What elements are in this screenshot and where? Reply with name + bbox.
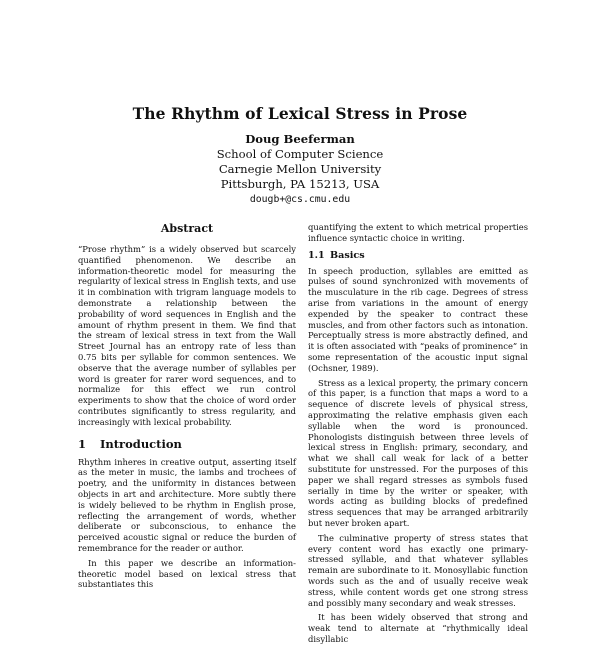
section-heading-introduction [78,437,296,451]
basics-paragraph-2: Stress as a lexical property, the primary concern of this paper, is a function that maps a word to a sequence of discrete levels of physical stress, approximating the relative emphasis given each syllable when the word is pronounced. Phonologists distinguish between three levels of lexical stress in English: primary, secondary, and what we shall call weak for lack of a better substitute for unstressed. For the purposes of this paper we shall regard stresses as symbols fused serially in time by the writer or speaker, with words acting as building blocks of predefined stress sequences that may be arranged arbitrarily but never broken apart. [308,377,528,528]
author-address: Pittsburgh, PA 15213, USA [220,177,380,191]
abstract-heading: Abstract [160,222,214,235]
right-column [308,222,528,649]
section-number: 1 [78,436,87,451]
author-affiliation-university: Carnegie Mellon University [218,162,382,176]
intro-paragraph-2: In this paper we describe an information-theoretic model based on lexical stress that substantiates this [78,557,296,590]
subsection-heading-basics [308,250,528,261]
intro-continuation: quantifying the extent to which metrical properties influence syntactic choice in writing. [308,222,528,243]
abstract-text: “Prose rhythm” is a widely observed but scarcely quantified phenomenon. We describe an information-theoretic model for measuring the regularity of lexical stress in English texts, and use it in combination with trigram language models to demonstrate a relationship between the probability of word sequences in English and the amount of rhythm present in them. We find that the stream of lexical stress in text from the Wall Street Journal has an entropy rate of less than 0.75 bits per syllable for common sentences. We observe that the average number of syllables per word is greater for rarer word sequences, and to normalize for this effect we run control experiments to show that the choice of word order contributes significantly to stress regularity, and increasingly with lexical probability. [78,244,296,427]
author-block [0,132,600,207]
author-affiliation-school: School of Computer Science [216,147,384,161]
left-column [78,222,296,594]
author-name: Doug Beeferman [245,132,355,146]
subsection-title: Basics [330,249,365,261]
basics-paragraph-1: In speech production, syllables are emitted as pulses of sound synchronized with movements of the musculature in the rib cage. Degrees of stress arise from variations in the amount of energy expended by the speaker to contract these muscles, and from other factors such as intonation. Perceptually stress is more abstractly defined, and it is often associated with “peaks of prominence” in some representation of the acoustic input signal (Ochsner, 1989). [308,265,528,373]
paper-title: The Rhythm of Lexical Stress in Prose [132,104,468,123]
basics-paragraph-4: It has been widely observed that strong and weak tend to alternate at “rhythmically ideal disyllabic [308,612,528,644]
author-email: dougb+@cs.cmu.edu [249,194,351,205]
subsection-number: 1.1 [308,249,325,261]
intro-paragraph-1: Rhythm inheres in creative output, asserting itself as the meter in music, the iambs and trochees of poetry, and the uniformity in distances between objects in art and architecture. More subtly there is widely believed to be rhythm in English prose, reflecting the arrangement of words, whether deliberate or subconscious, to enhance the perceived acoustic signal or reduce the burden of remembrance for the reader or author. [78,456,296,553]
basics-paragraph-3: The culminative property of stress states that every content word has exactly one primary-stressed syllable, and that whatever syllables remain are subordinate to it. Monosyllabic function words such as the and of usually receive weak stress, while content words get one strong stress and possibly many secondary and weak stresses. [308,532,528,608]
section-title: Introduction [100,436,182,451]
